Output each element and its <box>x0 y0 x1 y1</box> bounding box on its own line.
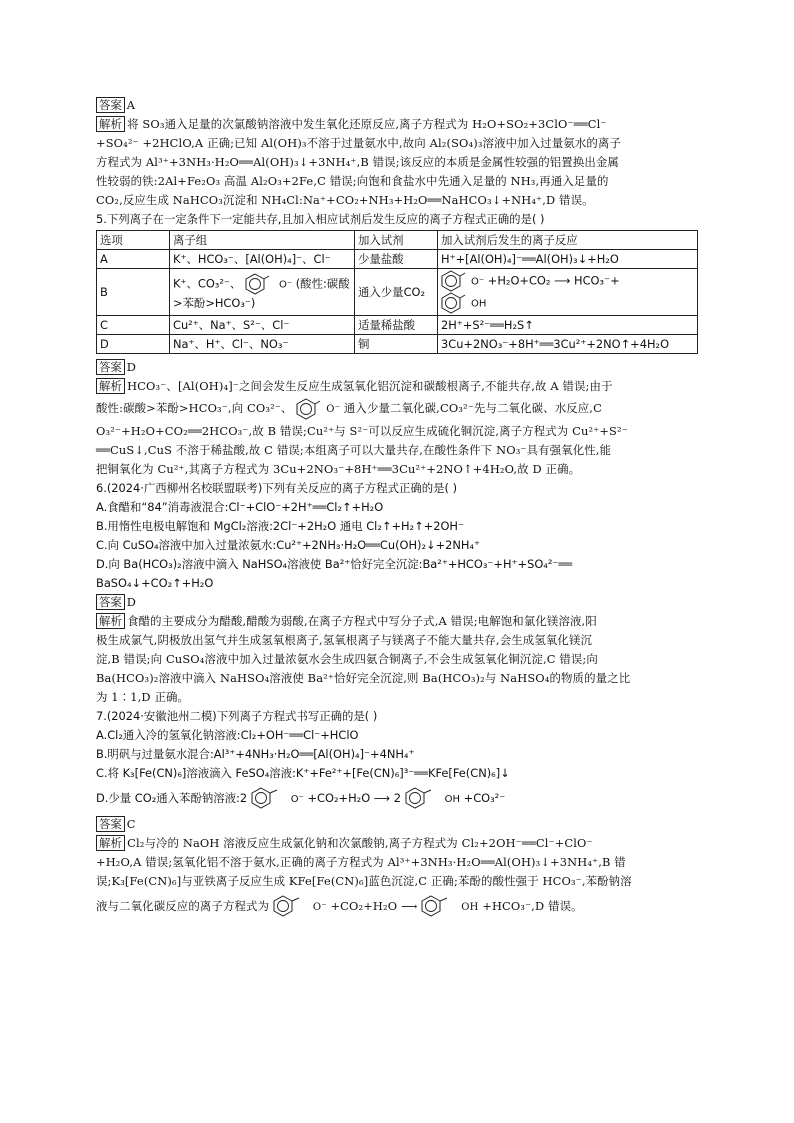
phenolate-sign: O⁻ <box>471 276 485 288</box>
table-header: 加入试剂 <box>355 231 438 250</box>
q5-table <box>96 230 698 354</box>
answer-tag: 答案 <box>96 594 125 610</box>
reaction-cell <box>438 269 698 316</box>
q7-option-d-text: +CO₃²⁻ <box>463 791 506 805</box>
ions-cell: K⁺、HCO₃⁻、[Al(OH)₄]⁻、Cl⁻ <box>170 250 355 269</box>
q5-stem: 5.下列离子在一定条件下一定能共存,且加入相应试剂后发生反应的离子方程式正确的是( ) <box>96 212 545 226</box>
q5-answer-value: D <box>126 360 136 374</box>
phenolate-sign: O⁻ <box>278 279 293 291</box>
q7-answer <box>96 815 698 834</box>
ions-text: K⁺、CO₃²⁻、 <box>173 276 242 291</box>
ions-cell: Na⁺、H⁺、Cl⁻、NO₃⁻ <box>170 335 355 354</box>
q5-exp-line: 酸性:碳酸>苯酚>HCO₃⁻,向 CO₃²⁻、 <box>96 401 293 415</box>
phenolate-sign: O⁻ <box>312 902 327 913</box>
phenol-structure-icon <box>405 787 445 811</box>
reagent-cell: 适量稀盐酸 <box>355 316 438 335</box>
phenol-sign: OH <box>471 298 487 310</box>
phenol-sign: OH <box>444 794 461 805</box>
q7-exp-line: +CO₂+H₂O ⟶ <box>330 899 418 913</box>
q6-option-d-cont: BaSO₄↓+CO₂↑+H₂O <box>96 576 214 590</box>
reagent-cell: 通入少量CO₂ <box>355 269 438 316</box>
q6-exp-line: 为 1∶1,D 正确。 <box>96 690 190 704</box>
q7-exp-line: +H₂O,A 错误;氢氧化铝不溶于氨水,正确的离子方程式为 Al³⁺+3NH₃·H₂O══Al(OH)₃↓+3NH₄⁺,B 错 <box>96 855 626 869</box>
answer-tag: 答案 <box>96 97 125 113</box>
phenolate-structure-icon <box>245 273 279 295</box>
analysis-tag: 解析 <box>96 378 125 394</box>
q6-exp-line: 淀,B 错误;向 CuSO₄溶液中加入过量浓氨水会生成四氨合铜离子,不会生成氢氧化铜沉淀,C 错误;向 <box>96 652 598 666</box>
table-header: 离子组 <box>170 231 355 250</box>
reaction-text: +H₂O+CO₂ ⟶ HCO₃⁻+ <box>487 273 620 288</box>
phenolate-structure-icon <box>273 895 313 919</box>
table-row <box>97 250 698 269</box>
q6-stem: 6.(2024·广西柳州名校联盟联考)下列有关反应的离子方程式正确的是( ) <box>96 481 458 495</box>
phenolate-structure-icon <box>441 270 471 292</box>
analysis-tag: 解析 <box>96 116 125 132</box>
phenol-structure-icon <box>421 895 461 919</box>
q5-explanation <box>96 377 698 479</box>
q4-exp-line: 方程式为 Al³⁺+3NH₃·H₂O══Al(OH)₃↓+3NH₄⁺,B 错误;该反应的本质是金属性较强的铝置换出金属 <box>96 155 619 169</box>
ions-cell <box>170 269 355 316</box>
q4-answer <box>96 96 698 115</box>
phenol-structure-icon <box>441 292 471 314</box>
q6-option-a: A.食醋和“84”消毒液混合:Cl⁻+ClO⁻+2H⁺══Cl₂↑+H₂O <box>96 500 384 514</box>
q7-exp-line: +HCO₃⁻,D 错误。 <box>482 899 583 913</box>
q7-option-c: C.将 K₃[Fe(CN)₆]溶液滴入 FeSO₄溶液:K⁺+Fe²⁺+[Fe(CN)₆]³⁻══KFe[Fe(CN)₆]↓ <box>96 766 510 780</box>
q6-explanation <box>96 612 698 707</box>
table-header-row <box>97 231 698 250</box>
table-row <box>97 335 698 354</box>
q6-option-b: B.用惰性电极电解饱和 MgCl₂溶液:2Cl⁻+2H₂O 通电 Cl₂↑+H₂↑+2OH⁻ <box>96 519 465 533</box>
phenolate-sign: O⁻ <box>290 794 304 805</box>
q7-stem: 7.(2024·安徽池州二模)下列离子方程式书写正确的是( ) <box>96 709 378 723</box>
ions-tail: (酸性:碳酸>苯酚>HCO₃⁻) <box>173 276 350 310</box>
q7-option-d <box>96 783 698 815</box>
q6-exp-line: 食醋的主要成分为醋酸,醋酸为弱酸,在离子方程式中写分子式,A 错误;电解饱和氯化镁溶液,阳 <box>127 614 597 628</box>
reaction-cell: 3Cu+2NO₃⁻+8H⁺══3Cu²⁺+2NO↑+4H₂O <box>438 335 698 354</box>
q6-answer-value: D <box>126 595 136 609</box>
q7-exp-line: 液与二氧化碳反应的离子方程式为 <box>96 899 270 913</box>
q6-option-d: D.向 Ba(HCO₃)₂溶液中滴入 NaHSO₄溶液使 Ba²⁺恰好完全沉淀:Ba²⁺+HCO₃⁻+H⁺+SO₄²⁻══ <box>96 557 573 571</box>
option-cell: B <box>97 269 170 316</box>
q7-option-d-text: +CO₂+H₂O ⟶ 2 <box>307 791 402 805</box>
q5-exp-line: 把铜氧化为 Cu²⁺,其离子方程式为 3Cu+2NO₃⁻+8H⁺══3Cu²⁺+2NO↑+4H₂O,故 D 正确。 <box>96 462 581 476</box>
q6-answer <box>96 593 698 612</box>
phenolate-structure-icon <box>251 787 291 811</box>
option-cell: A <box>97 250 170 269</box>
q4-exp-line: +SO₄²⁻ +2HClO,A 正确;已知 Al(OH)₃不溶于过量氨水中,故向 Al₂(SO₄)₃溶液中加入过量氨水的离子 <box>96 136 622 150</box>
reaction-cell: 2H⁺+S²⁻══H₂S↑ <box>438 316 698 335</box>
q7-option-a: A.Cl₂通入冷的氢氧化钠溶液:Cl₂+OH⁻══Cl⁻+HClO <box>96 728 359 742</box>
q7-option-d-text: D.少量 CO₂通入苯酚钠溶液:2 <box>96 791 248 805</box>
answer-tag: 答案 <box>96 816 125 832</box>
q7-answer-value: C <box>126 817 136 831</box>
phenol-sign: OH <box>461 902 479 913</box>
q4-exp-line: 将 SO₃通入足量的次氯酸钠溶液中发生氧化还原反应,离子方程式为 H₂O+SO₂+3ClO⁻══Cl⁻ <box>127 117 607 131</box>
ions-cell: Cu²⁺、Na⁺、S²⁻、Cl⁻ <box>170 316 355 335</box>
table-row <box>97 316 698 335</box>
q7-options <box>96 726 698 815</box>
q4-explanation <box>96 115 698 210</box>
q6-exp-line: Ba(HCO₃)₂溶液中滴入 NaHSO₄溶液使 Ba²⁺恰好完全沉淀,则 Ba(HCO₃)₂与 NaHSO₄的物质的量之比 <box>96 671 631 685</box>
q6-exp-line: 极生成氯气,阴极放出氢气并生成氢氧根离子,氢氧根离子与镁离子不能大量共存,会生成氢氧化镁沉 <box>96 633 593 647</box>
q5-exp-line: ══CuS↓,CuS 不溶于稀盐酸,故 C 错误;本组离子可以大量共存,在酸性条件下 NO₃⁻具有强氧化性,能 <box>96 443 612 457</box>
q7-exp-line: 误;K₃[Fe(CN)₆]与亚铁离子反应生成 KFe[Fe(CN)₆]蓝色沉淀,C 正确;苯酚的酸性强于 HCO₃⁻,苯酚钠溶 <box>96 874 632 888</box>
q4-answer-value: A <box>126 98 136 112</box>
reaction-cell: H⁺+[Al(OH)₄]⁻══Al(OH)₃↓+H₂O <box>438 250 698 269</box>
analysis-tag: 解析 <box>96 835 125 851</box>
table-header: 选项 <box>97 231 170 250</box>
q5-answer <box>96 358 698 377</box>
phenolate-structure-icon <box>296 398 326 420</box>
phenolate-sign: O⁻ <box>326 404 341 415</box>
q7-exp-last <box>96 891 698 923</box>
q5-exp-line: 通入少量二氧化碳,CO₃²⁻先与二氧化碳、水反应,C <box>343 401 602 415</box>
analysis-tag: 解析 <box>96 613 125 629</box>
table-header: 加入试剂后发生的离子反应 <box>438 231 698 250</box>
q7-option-b: B.明矾与过量氨水混合:Al³⁺+4NH₃·H₂O══[Al(OH)₄]⁻+4NH₄⁺ <box>96 747 415 761</box>
reagent-cell: 少量盐酸 <box>355 250 438 269</box>
q5-exp-line: O₃²⁻+H₂O+CO₂══2HCO₃⁻,故 B 错误;Cu²⁺与 S²⁻可以反应生成硫化铜沉淀,离子方程式为 Cu²⁺+S²⁻ <box>96 424 628 438</box>
q6-options <box>96 498 698 593</box>
q7-exp-line: Cl₂与冷的 NaOH 溶液反应生成氯化钠和次氯酸钠,离子方程式为 Cl₂+2OH⁻══Cl⁻+ClO⁻ <box>127 836 593 850</box>
reagent-cell: 铜 <box>355 335 438 354</box>
answer-tag: 答案 <box>96 359 125 375</box>
table-row <box>97 269 698 316</box>
q7-explanation <box>96 834 698 923</box>
q6-option-c: C.向 CuSO₄溶液中加入过量浓氨水:Cu²⁺+2NH₃·H₂O══Cu(OH)₂↓+2NH₄⁺ <box>96 538 481 552</box>
q4-exp-line: 性较弱的铁:2Al+Fe₂O₃ 高温 Al₂O₃+2Fe,C 错误;向饱和食盐水中先通入足量的 NH₃,再通入足量的 <box>96 174 609 188</box>
q4-exp-line: CO₂,反应生成 NaHCO₃沉淀和 NH₄Cl:Na⁺+CO₂+NH₃+H₂O══NaHCO₃↓+NH₄⁺,D 错误。 <box>96 193 594 207</box>
option-cell: D <box>97 335 170 354</box>
q5-exp-line: HCO₃⁻、[Al(OH)₄]⁻之间会发生反应生成氢氧化铝沉淀和碳酸根离子,不能共存,故 A 错误;由于 <box>127 379 613 393</box>
option-cell: C <box>97 316 170 335</box>
